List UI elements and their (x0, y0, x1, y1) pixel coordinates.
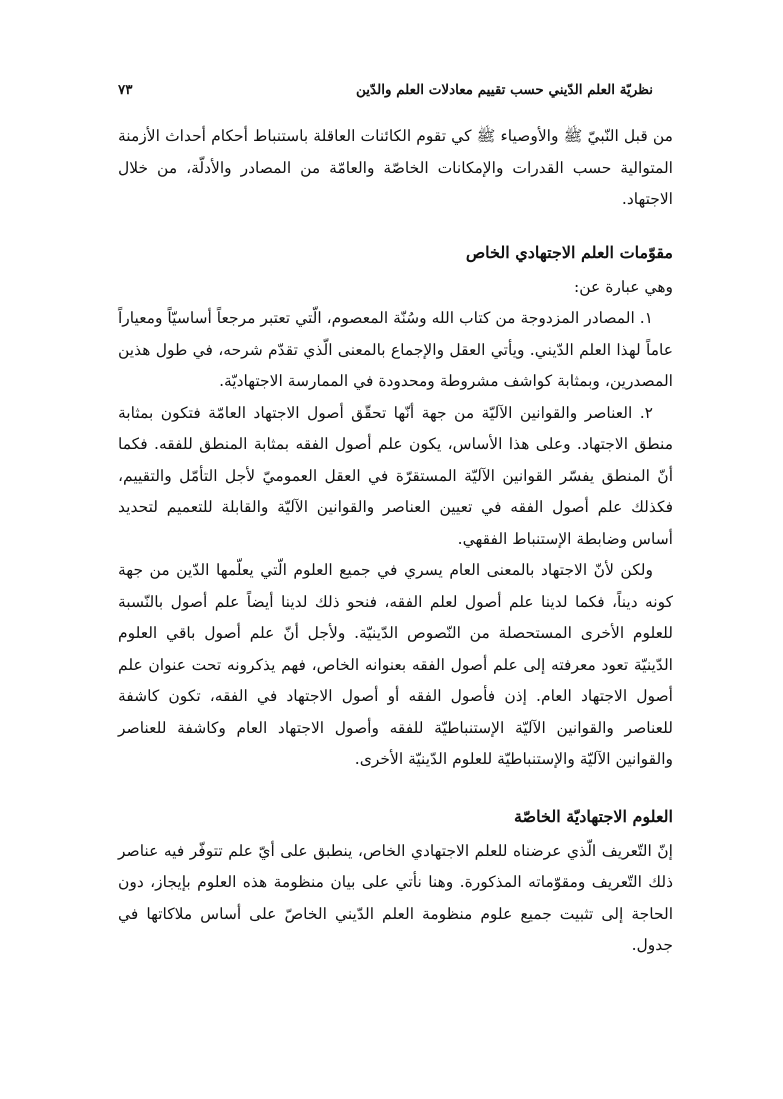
section-heading-special-sciences: العلوم الاجتهاديّة الخاصّة (513, 806, 673, 826)
body-paragraph: ولكن لأنّ الاجتهاد بالمعنى العام يسري في جميع العلوم الّتي يعلّمها الدّين من جهة كونه ديناً، فكما لدينا علم أصول لعلم الفقه، فنحو ذلك لدينا أيضاً علم أصول بالنّسبة للعلوم الأخرى المستحصلة من النّصوص الدّينيّة. ولأجل أنّ علم أصول باقي العلوم الدّينيّة تعود معرفته إلى علم أصول الفقه بعنوانه الخاص، فهم يذكرونه تحت عنوان علم أصول الاجتهاد العام. إذن فأصول الفقه أو أصول الاجتهاد في الفقه، تكون كاشفة للعناصر والقوانين الآليّة الإستنباطيّة للفقه وأصول الاجتهاد العام وكاشفة للعناصر والقوانين الآليّة والإستنباطيّة للعلوم الدّينيّة الأخرى. (118, 561, 673, 768)
section-lead: وهي عبارة عن: (574, 277, 673, 296)
list-item-2: ٢. العناصر والقوانين الآليّة من جهة أنّها تحقّق أصول الاجتهاد العامّة فتكون بمثابة منطق الاجتهاد. وعلى هذا الأساس، يكون علم أصول الفقه بمثابة المنطق للفقه. فكما أنّ المنطق يفسّر القوانين الآليّة المستقرّة في العقل العموميّ لأجل التأمّل والتقييم، فكذلك علم أصول الفقه في تعيين العناصر والقوانين الآليّة والقابلة للتعميم لتحديد أساس وضابطة الإستنباط الفقهي. (118, 403, 673, 548)
section-heading-components: مقوّمات العلم الاجتهادي الخاص (465, 242, 673, 262)
page-body (118, 121, 673, 962)
running-header (118, 80, 653, 100)
page-number: ٧٣ (118, 82, 133, 98)
list-item-1: ١. المصادر المزدوجة من كتاب الله وسُنّة المعصوم، الّتي تعتبر مرجعاً أساسيّاً ومعياراً عاماً لهذا العلم الدّيني. ويأتي العقل والإجماع بالمعنى الّذي تقدّم شرحه، في طول هذين المصدرين، وبمثابة كواشف مشروطة ومحدودة في الممارسة الاجتهاديّة. (118, 309, 673, 390)
closing-paragraph: إنّ التّعريف الّذي عرضناه للعلم الاجتهادي الخاص، ينطبق على أيّ علم تتوفّر فيه عناصر ذلك التّعريف ومقوّماته المذكورة. وهنا نأتي على بيان منظومة هذه العلوم بإيجاز، دون الحاجة إلى تثبيت جميع علوم منظومة العلم الدّيني الخاصّ على أساس ملاكاتها في جدول. (118, 841, 673, 954)
header-title: نظريّة العلم الدّيني حسب تقييم معادلات العلم والدّين (355, 82, 653, 98)
intro-paragraph: من قبل النّبيّ ﷺ والأوصياء ﷺ كي تقوم الكائنات العاقلة باستنباط أحكام أحداث الأزمنة المتوالية حسب القدرات والإمكانات الخاصّة والعامّة من المصادر والأدلّة، من خلال الاجتهاد. (118, 127, 673, 208)
